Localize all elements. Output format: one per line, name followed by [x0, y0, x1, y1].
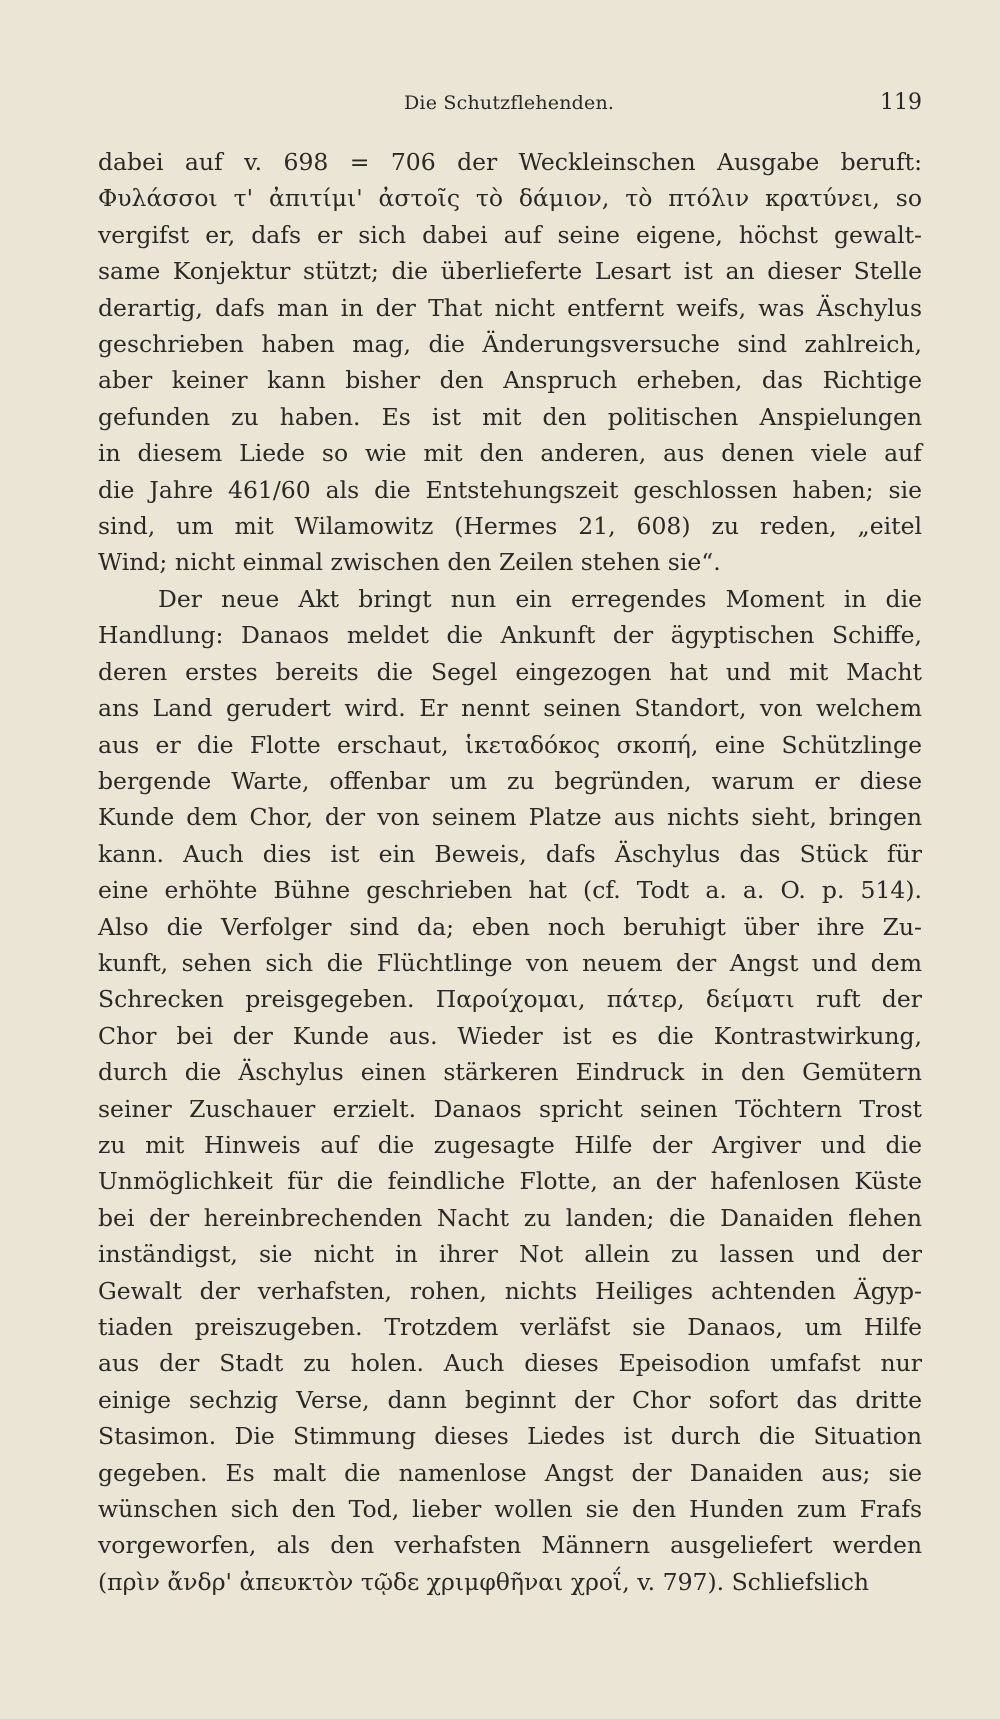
- text-line: Φυλάσσοι τ' ἀπιτίμι' ἀστοῖς τὸ δάμιον, τὸ πτόλιν κρατύνει, so: [98, 184, 922, 213]
- text-line: bergende Warte, offenbar um zu begründen, warum er diese: [98, 766, 922, 795]
- text-line: tiaden preiszugeben. Trotzdem verläfst sie Danaos, um Hilfe: [98, 1313, 922, 1341]
- text-line: Kunde dem Chor, der von seinem Platze aus nichts sieht, bringen: [98, 803, 922, 832]
- text-line: Handlung: Danaos meldet die Ankunft der ägyptischen Schiffe,: [98, 621, 922, 650]
- paragraph: [98, 581, 922, 1600]
- text-line: Schrecken preisgegeben. Παροίχομαι, πάτερ, δείματι ruft der: [98, 985, 922, 1014]
- text-line: aus er die Flotte erschaut, ἱκεταδόκος σκοπή, eine Schützlinge: [98, 730, 922, 759]
- text-line: Chor bei der Kunde aus. Wieder ist es die Kontrastwirkung,: [98, 1021, 922, 1050]
- text-line: deren erstes bereits die Segel eingezogen hat und mit Macht: [98, 657, 922, 686]
- text-line: Wind; nicht einmal zwischen den Zeilen stehen sie“.: [98, 548, 721, 577]
- running-title: Die Schutzflehenden.: [404, 92, 615, 114]
- text-line: bei der hereinbrechenden Nacht zu landen; die Danaiden flehen: [98, 1203, 922, 1232]
- text-line: Unmöglichkeit für die feindliche Flotte, an der hafenlosen Küste: [98, 1167, 922, 1196]
- text-line: dabei auf v. 698 = 706 der Weckleinschen Ausgabe beruft:: [98, 148, 922, 176]
- text-line: Gewalt der verhafsten, rohen, nichts Heiliges achtenden Ägyp-: [98, 1276, 922, 1305]
- text-line: vergifst er, dafs er sich dabei auf seine eigene, höchst gewalt-: [98, 220, 922, 249]
- text-line: ans Land gerudert wird. Er nennt seinen Standort, von welchem: [98, 694, 922, 723]
- text-line: Stasimon. Die Stimmung dieses Liedes ist durch die Situation: [98, 1422, 922, 1451]
- text-line: zu mit Hinweis auf die zugesagte Hilfe der Argiver und die: [98, 1130, 922, 1159]
- text-line: inständigst, sie nicht in ihrer Not allein zu lassen und der: [98, 1240, 922, 1269]
- text-line: aber keiner kann bisher den Anspruch erheben, das Richtige: [98, 366, 922, 395]
- text-line: geschrieben haben mag, die Änderungsversuche sind zahlreich,: [98, 330, 922, 359]
- text-line: aus der Stadt zu holen. Auch dieses Epeisodion umfafst nur: [98, 1349, 922, 1378]
- body-text: [98, 144, 922, 1600]
- text-line: wünschen sich den Tod, lieber wollen sie den Hunden zum Frafs: [98, 1495, 922, 1524]
- text-line: durch die Äschylus einen stärkeren Eindruck in den Gemütern: [98, 1058, 922, 1087]
- text-line: Also die Verfolger sind da; eben noch beruhigt über ihre Zu-: [98, 912, 922, 941]
- text-line: in diesem Liede so wie mit den anderen, aus denen viele auf: [98, 439, 922, 468]
- text-line: kann. Auch dies ist ein Beweis, dafs Äschylus das Stück für: [98, 839, 922, 868]
- text-line: kunft, sehen sich die Flüchtlinge von neuem der Angst und dem: [98, 948, 922, 977]
- text-line: vorgeworfen, als den verhafsten Männern ausgeliefert werden: [98, 1531, 922, 1560]
- text-line: gefunden zu haben. Es ist mit den politischen Anspielungen: [98, 402, 922, 431]
- page-number: 119: [880, 90, 922, 115]
- text-line: same Konjektur stützt; die überlieferte Lesart ist an dieser Stelle: [98, 257, 922, 286]
- text-line: eine erhöhte Bühne geschrieben hat (cf. Todt a. a. O. p. 514).: [98, 876, 922, 905]
- text-line: derartig, dafs man in der That nicht entfernt weifs, was Äschylus: [98, 293, 922, 322]
- text-line: gegeben. Es malt die namenlose Angst der Danaiden aus; sie: [98, 1458, 922, 1487]
- text-line: sind, um mit Wilamowitz (Hermes 21, 608) zu reden, „eitel: [98, 512, 922, 541]
- text-line: (πρὶν ἄνδρ' ἀπευκτὸν τῷδε χριμφθῆναι χροΐ, v. 797). Schliefslich: [98, 1567, 870, 1596]
- text-line: die Jahre 461/60 als die Entstehungszeit geschlossen haben; sie: [98, 475, 922, 504]
- paragraph: [98, 144, 922, 581]
- page-header: [98, 92, 922, 126]
- text-line: seiner Zuschauer erzielt. Danaos spricht seinen Töchtern Trost: [98, 1094, 922, 1123]
- text-line: Der neue Akt bringt nun ein erregendes Moment in die: [158, 584, 922, 613]
- text-line: einige sechzig Verse, dann beginnt der Chor sofort das dritte: [98, 1385, 922, 1414]
